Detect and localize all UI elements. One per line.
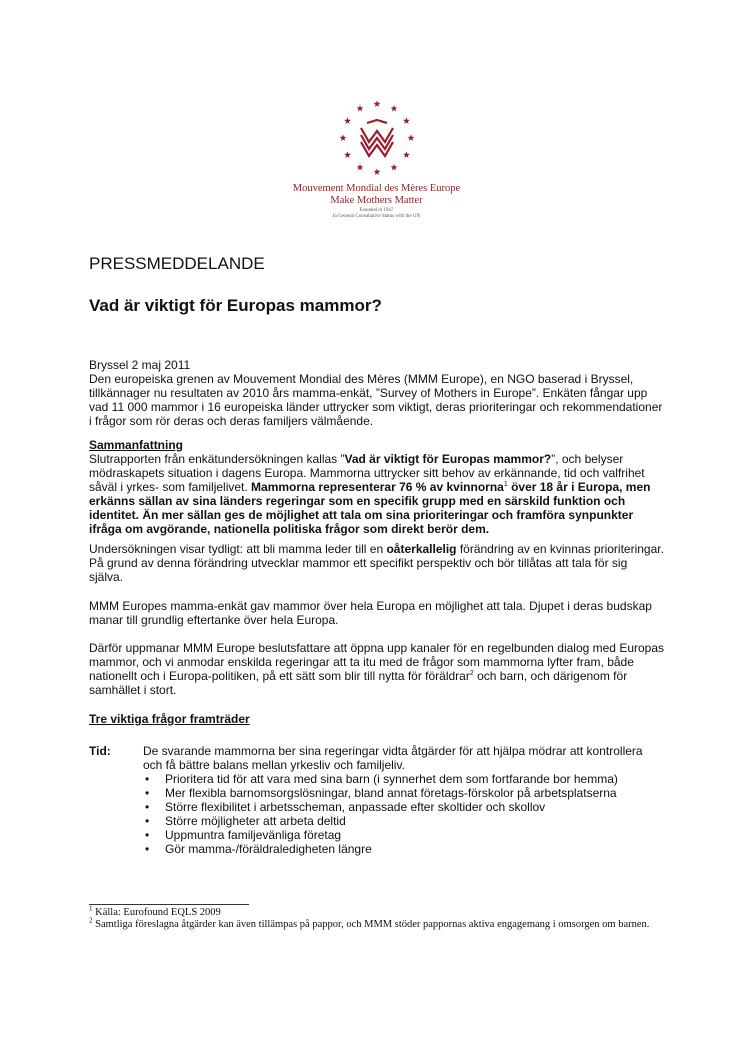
footnote-divider [89,904,249,905]
logo [89,98,664,220]
page-title: Vad är viktigt för Europas mammor? [89,296,382,315]
footnote-2: $^2$ Samtliga föreslagna åtgärder kan även tillämpas på pappor, och MMM stöder pappornas aktiva engagemang i omsorgen om barnen. [89,916,650,930]
press-release-label: PRESSMEDDELANDE [89,254,265,273]
org-name: Mouvement Mondial des Mères Europe [292,183,461,194]
star-icon [356,164,363,171]
summary-heading: Sammanfattning [89,438,184,452]
intro-section [89,358,664,428]
issue-tid-body [143,744,664,856]
issues-heading: Tre viktiga frågor framträder [89,712,250,726]
list-item: • Gör mamma-/föräldraledigheten längre [143,842,664,856]
summary-section [89,438,664,536]
issue-tid-list [143,772,664,856]
star-icon [344,151,351,158]
star-icon [403,117,410,124]
list-item: • Mer flexibla barnomsorgslösningar, bland annat företags-förskolor på arbetsplatserna [143,786,664,800]
star-icon [407,134,414,141]
org-status: In General Consultative Status with the UN [332,214,421,219]
star-icon [390,164,397,171]
star-icon [373,100,380,107]
footnote-ref-2: 2 [469,670,474,677]
summary-paragraph-3: MMM Europes mamma-enkät gav mammor över hela Europa en möjlighet att tala. Djupet i deras budskap manar till grundlig eftertanke över hela Europa. [89,599,652,627]
list-item: • Större möjligheter att arbeta deltid [143,814,664,828]
list-item: • Större flexibilitet i arbetsscheman, anpassade efter skoltider och skollov [143,800,664,814]
star-icon [373,168,380,175]
list-item: • Uppmuntra familjevänliga företag [143,828,664,842]
dateline: Bryssel 2 maj 2011 [89,358,191,372]
footnotes [89,904,664,931]
mmm-logo-icon [335,98,419,182]
star-icon [356,105,363,112]
star-icon [403,151,410,158]
list-item: • Prioritera tid för att vara med sina barn (i synnerhet dem som fortfarande bor hemma) [143,772,664,786]
summary-paragraph-2: Undersökningen visar tydligt: att bli mamma leder till en oåterkallelig förändring av en kvinnas prioriteringar. På grund av denna förändring utvecklar mammor ett specifikt perspektiv och bör tillåtas att tala för sig själva. [89,542,664,584]
footnote-ref-1: 1 [503,481,508,488]
summary-paragraph-4: Därför uppmanar MMM Europe beslutsfattare att öppna upp kanaler för en regelbunden dialog med Europas mammor, och vi anmodar enskilda regeringar att ta itu med de frågor som mammorna lyfter fram, både nationellt och i Europa-politiken, på ett sätt som blir till nytta för föräldrar$^2$ och barn, och därigenom för samhället i stort. [89,641,665,697]
issue-tid-label: Tid: [89,744,111,758]
intro-paragraph: Den europeiska grenen av Mouvement Mondial des Mères (MMM Europe), en NGO baserad i Bryssel, tillkännager nu resultaten av 2010 års mamma-enkät, ”Survey of Mothers in Europe”. Enkäten fångar upp vad 11 000 mammor i 16 europeiska länder uttrycker som viktigt, deras prioriteringar och rekommendationer i frågor som rör deras och deras familjers välmående. [89,372,663,428]
summary-paragraph-1: Slutrapporten från enkätundersökningen kallas ”Vad är viktigt för Europas mammor?”, och belyser mödraskapets situation i dagens Europa. Mammorna uttrycker sitt behov av erkännande, tid och valfrihet såväl i yrkes- som familjelivet. Mammorna representerar 76 % av kvinnorna$^1$ över 18 år i Europa, men erkänns sällan av sina länders regeringar som en specifik grupp med en särskild funktion och identitet. Än mer sällan ges de möjlighet att tala om sina prioriteringar och framföra synpunkter ifråga om avgörande, nationella politiska frågor som direkt berör dem. [89,452,651,536]
issues-heading-block [89,712,664,726]
org-founded: Founded in 1947 [359,208,394,213]
star-icon [339,134,346,141]
footnote-1: $^1$ Källa: Eurofound EQLS 2009 [89,904,221,918]
star-icon [344,117,351,124]
org-subtitle: Make Mothers Matter [330,195,423,206]
issue-tid-text: De svarande mammorna ber sina regeringar vidta åtgärder för att hjälpa mödrar att kontrollera och få bättre balans mellan yrkesliv och familjeliv. [143,744,643,772]
star-icon [390,105,397,112]
